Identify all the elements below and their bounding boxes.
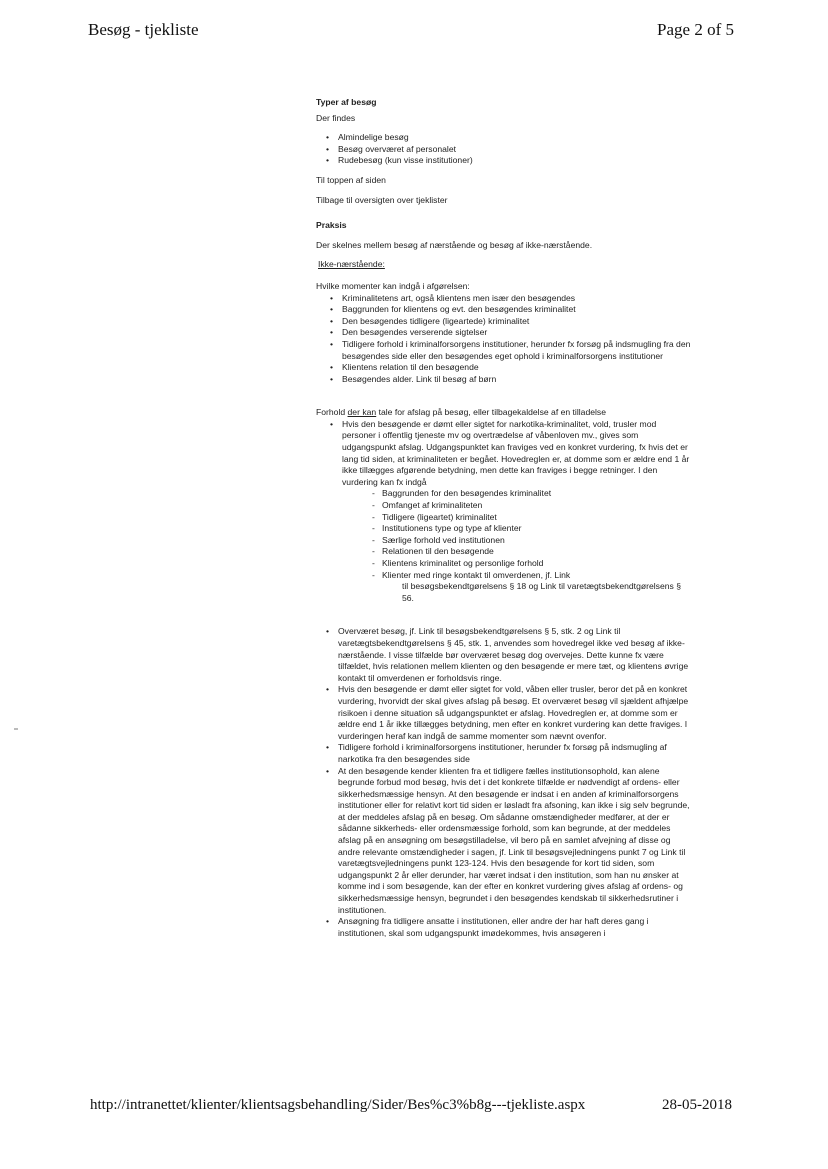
sublist-item: - Klientens kriminalitet og personlige forhold bbox=[368, 558, 691, 570]
typer-list bbox=[316, 132, 691, 167]
footer-date: 28-05-2018 bbox=[662, 1097, 732, 1113]
list-item: • Rudebesøg (kun visse institutioner) bbox=[316, 155, 691, 167]
sublist-item: - Tidligere (ligeartet) kriminalitet bbox=[368, 512, 691, 524]
list-item: • Besøg overværet af personalet bbox=[316, 144, 691, 156]
footer-url: http://intranettet/klienter/klientsagsbehandling/Sider/Bes%c3%b8g---tjekliste.aspx bbox=[90, 1097, 586, 1113]
section-heading-praksis: Praksis bbox=[316, 220, 347, 231]
list-item: • Klientens relation til den besøgende bbox=[316, 362, 691, 374]
sublist-item: - Særlige forhold ved institutionen bbox=[368, 535, 691, 547]
moments-intro: Hvilke momenter kan indgå i afgørelsen: bbox=[316, 280, 470, 291]
forhold-link[interactable]: der kan bbox=[347, 407, 377, 418]
sublist-item: - Baggrunden for den besøgendes kriminalitet bbox=[368, 488, 691, 500]
margin-mark bbox=[14, 728, 18, 730]
list-item: • Ansøgning fra tidligere ansatte i institutionen, eller andre der har haft deres gang i institutionen, skal som udgangspunkt imødekommes, hvis ansøgeren i bbox=[316, 916, 691, 939]
list-item: • Den besøgendes tidligere (ligeartede) kriminalitet bbox=[316, 316, 691, 328]
list-item: • Overværet besøg, jf. Link til besøgsbekendtgørelsens § 5, stk. 2 og Link til varetægtsbekendtgørelsens § 45, stk. 1, anvendes som hovedregel ikke ved besøg af ikke-nærstående. I visse tilfælde bør overværet besøg dog overvejes. Dette kunne fx være tilfældet, hvis relationen mellem klienten og den besøgende er mere tæt, og klientens øvrige kontakt til omverdenen er forholdsvis ringe. bbox=[316, 626, 691, 684]
list-item: • Kriminalitetens art, også klientens men især den besøgendes bbox=[316, 293, 691, 305]
section-heading-typer: Typer af besøg bbox=[316, 97, 377, 107]
sublist-item: - Relationen til den besøgende bbox=[368, 546, 691, 558]
praksis-intro: Der skelnes mellem besøg af nærstående og besøg af ikke-nærstående. bbox=[316, 239, 593, 250]
list-item: • Besøgendes alder. Link til besøg af børn bbox=[316, 374, 691, 386]
sublist-item: - Institutionens type og type af klienter bbox=[368, 523, 691, 535]
list-item: • At den besøgende kender klienten fra et tidligere fælles institutionsophold, kan alene begrunde forbud mod besøg, hvis det i det konkrete tilfælde er nødvendigt af ordens- eller sikkerhedsmæssige hensyn. At den besøgende er indsat i en anden af kriminalforsorgens institutioner eller for relativt kort tid siden er løsladt fra afsoning, kan ikke i sig selv begrunde, at der meddeles afslag på en besøg. Om sådanne omstændigheder medfører, at der er sådanne sikkerheds- eller ordensmæssige forhold, som kan begrunde, at der meddeles afslag på en ansøgning om besøgstilladelse, vil bero på en samlet afvejning af disse og andre relevante omstændigheder i sagen, jf. Link til besøgsvejledningens punkt 7 og Link til varetægtsvejledningens punkt 123-124. Hvis den besøgende for kort tid siden, som udgangspunkt 2 år eller derunder, har været indsat i den institution, som han nu ønsker at komme ind i som besøgende, kan der efter en konkret vurdering gives afslag af ordens- og sikkerhedsmæssige hensyn, begrundet i den besøgendes kendskab til sikkerhedsrutiner i institutionen. bbox=[316, 766, 691, 917]
sublist-item: - Omfanget af kriminaliteten bbox=[368, 500, 691, 512]
page-number: Page 2 of 5 bbox=[657, 20, 734, 39]
forhold-intro bbox=[316, 407, 691, 419]
moments-list bbox=[316, 293, 691, 386]
forhold-list bbox=[316, 419, 691, 605]
sublist-item: - Klienter med ringe kontakt til omverdenen, jf. Link bbox=[368, 570, 691, 582]
list-item: • Hvis den besøgende er dømt eller sigtet for vold, våben eller trusler, beror det på en konkret vurdering, hvorvidt der skal gives afslag på besøg. Et overværet besøg vil sjældent afhjælpe risikoen i denne situation så udgangspunktet er afslag. Hovedreglen er, at domme som er ældre end 1 år ikke tillægges betydning, men efter en konkret vurdering kan dette fraviges. I vurderingen heraf kan indgå de samme momenter som nævnt ovenfor. bbox=[316, 684, 691, 742]
sublist-link-continuation[interactable]: til besøgsbekendtgørelsens § 18 og Link til varetægtsbekendtgørelsens § 56. bbox=[402, 581, 681, 603]
document-body bbox=[316, 97, 691, 939]
list-item: • Almindelige besøg bbox=[316, 132, 691, 144]
subheading-ikke-naerstaaende: Ikke-nærstående: bbox=[318, 259, 385, 270]
to-top-link[interactable]: Til toppen af siden bbox=[316, 174, 386, 185]
lower-list bbox=[316, 626, 691, 939]
back-to-overview-link[interactable]: Tilbage til oversigten over tjeklister bbox=[316, 194, 448, 205]
list-item bbox=[316, 419, 691, 605]
typer-intro: Der findes bbox=[316, 112, 356, 123]
forhold-pre: Forhold bbox=[316, 407, 348, 418]
list-item: • Tidligere forhold i kriminalforsorgens institutioner, herunder fx forsøg på indsmugling fra den besøgendes side eller den besøgendes eget ophold i kriminalforsorgens institutioner bbox=[316, 339, 691, 362]
vurdering-sublist bbox=[368, 488, 691, 581]
page-header-title: Besøg - tjekliste bbox=[88, 20, 199, 39]
forhold-post: tale for afslag på besøg, eller tilbagekaldelse af en tilladelse bbox=[376, 407, 606, 418]
list-item: • Den besøgendes verserende sigtelser bbox=[316, 327, 691, 339]
forhold-item-text: Hvis den besøgende er dømt eller sigtet for narkotika-kriminalitet, vold, trusler mod personer i offentlig tjeneste mv og overtrædelse af våbenloven mv., gives som udgangspunkt afslag. Udgangspunktet kan fraviges ved en konkret vurdering, fx hvis det er lang tid siden, at kriminaliteten er begået. Hovedreglen er, at domme som er ældre end 1 år ikke tillægges afgørende betydning, men dette kan fraviges i begge retninger. I den vurdering kan fx indgå bbox=[342, 418, 690, 487]
list-item: • Baggrunden for klientens og evt. den besøgendes kriminalitet bbox=[316, 304, 691, 316]
list-item: • Tidligere forhold i kriminalforsorgens institutioner, herunder fx forsøg på indsmugling af narkotika fra den besøgendes side bbox=[316, 742, 691, 765]
